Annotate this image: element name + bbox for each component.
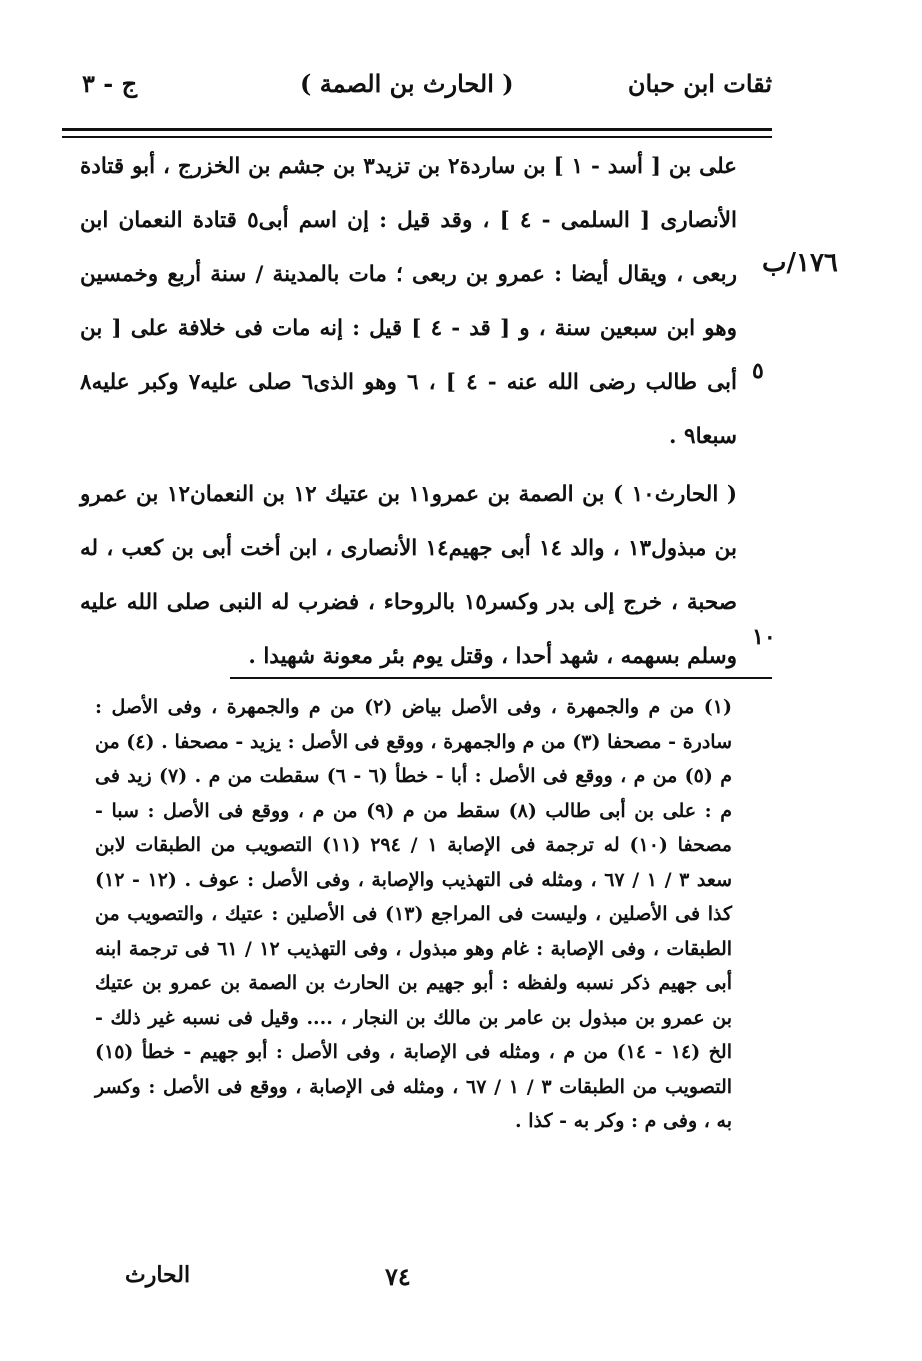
catchword: الحارث [125,1262,191,1288]
entry-paragraph-abu-qatada: على بن [ أسد - ١ ] بن ساردة٢ بن تزيد٣ بن جشم بن الخزرج ، أبو قتادة الأنصارى [ السلمى - ٤ ] ، وقد قيل : إن اسم أبى٥ قتادة النعمان ابن ربعى ، ويقال أيضا : عمرو بن ربعى ؛ مات بالمدينة / سنة أربع وخمسين وهو ابن سبعين سنة ، و [ قد - ٤ ] قيل : إنه مات فى خلافة على [ بن أبى طالب رضى الله عنه - ٤ ] ، ٦ وهو الذى٦ صلى عليه٧ وكبر عليه٨ سبعا٩ . [80,154,738,449]
header-rule-thin [62,136,772,138]
main-text [80,140,737,684]
running-header [60,62,772,112]
line-number-5: ٥ [752,358,764,384]
page-number: ٧٤ [385,1262,411,1291]
line-number-10: ١٠ [752,624,776,650]
volume-number: ج - ٣ [82,69,138,98]
page-footer [110,1262,772,1302]
footnotes: (١) من م والجمهرة ، وفى الأصل بياض (٢) من م والجمهرة ، وفى الأصل : سادرة - مصحفا (٣) من م والجمهرة ، ووقع فى الأصل : يزيد - مصحفا . (٤) من م (٥) من م ، ووقع فى الأصل : أبا - خطأ (٦ - ٦) سقطت من م . (٧) زيد فى م : على بن أبى طالب (٨) سقط من م (٩) من م ، ووقع فى الأصل : سبا - مصحفا (١٠) له ترجمة فى الإصابة ١ / ٢٩٤ (١١) التصويب من الطبقات لابن سعد ٣ / ١ / ٦٧ ، ومثله فى التهذيب والإصابة ، وفى الأصل : عوف . (١٢ - ١٢) كذا فى الأصلين ، وليست فى المراجع (١٣) فى الأصلين : عتيك ، والتصويب من الطبقات ، وفى الإصابة : غام وهو مبذول ، وفى التهذيب ١٢ / ٦١ فى ترجمة ابنه أبى جهيم ذكر نسبه ولفظه : أبو جهيم بن الحارث بن الصمة بن عمرو بن عتيك بن عمرو بن مبذول بن عامر بن مالك بن النجار ، .... وقيل فى نسبه غير ذلك - الخ (١٤ - ١٤) من م ، ومثله فى الإصابة ، وفى الأصل : أبو جهيم - خطأ (١٥) التصويب من الطبقات ٣ / ١ / ٦٧ ، ومثله فى الإصابة ، ووقع فى الأصل : وكسر به ، وفى م : وكر به - كذا . [95,696,733,1132]
footnote-separator [230,677,772,679]
folio-reference: ١٧٦/ب [762,248,838,278]
entry-paragraph-harith: ( الحارث١٠ ) بن الصمة بن عمرو١١ بن عتيك ١٢ بن النعمان١٢ بن عمرو بن مبذول١٣ ، والد ١٤ أبى جهيم١٤ الأنصارى ، ابن أخت أبى بن كعب ، له صحبة ، خرج إلى بدر وكسر١٥ بالروحاء ، فضرب له النبى صلى الله عليه وسلم بسهمه ، شهد أحدا ، وقتل يوم بئر معونة شهيدا . [80,482,737,669]
header-rule [62,128,772,131]
book-title: ثقات ابن حبان [627,69,772,98]
entry-heading: ( الحارث بن الصمة ) [300,69,514,98]
